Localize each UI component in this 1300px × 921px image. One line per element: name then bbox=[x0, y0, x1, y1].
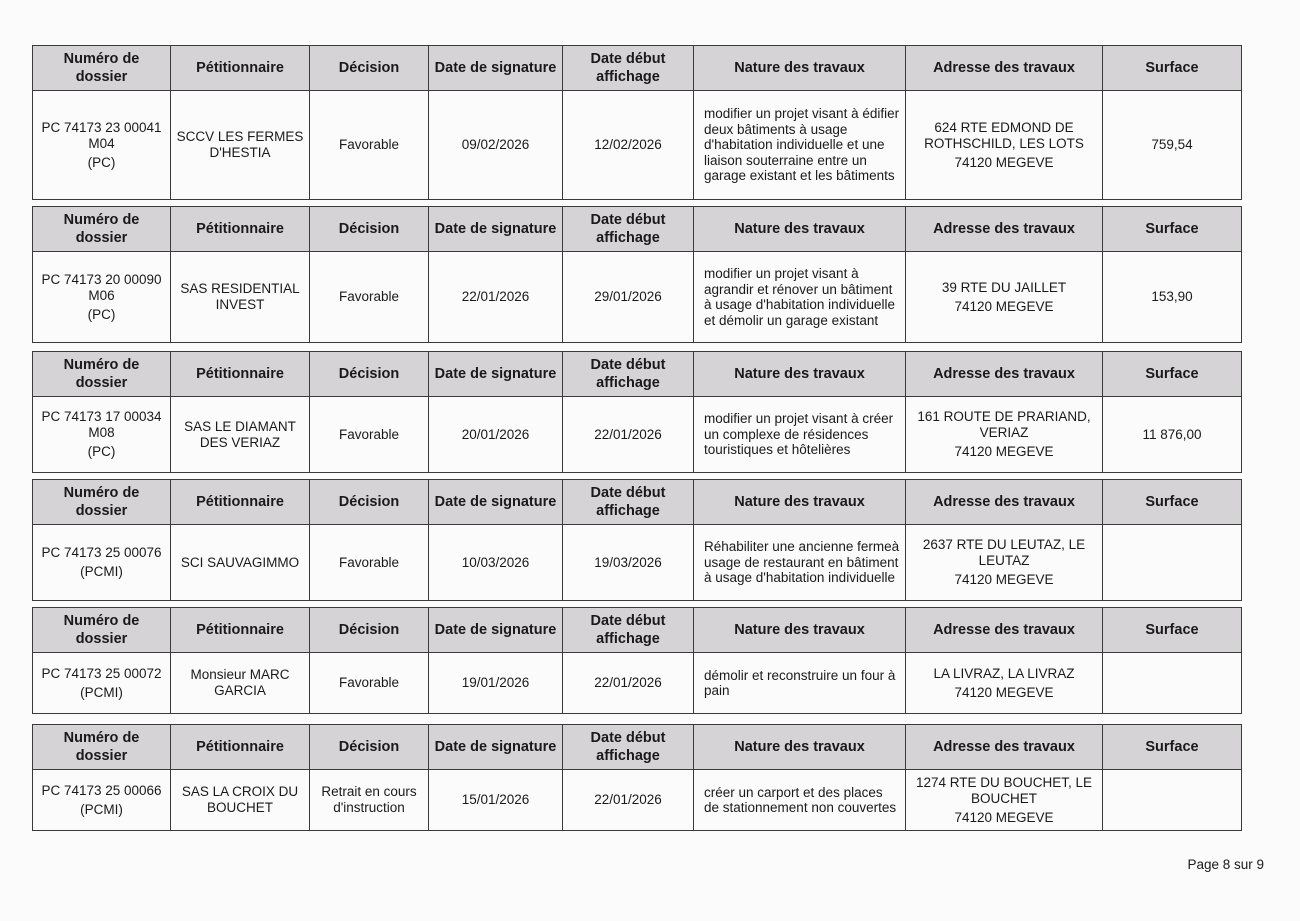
column-header-date-signature: Date de signature bbox=[429, 352, 563, 397]
petitioner-cell: SCI SAUVAGIMMO bbox=[171, 525, 310, 601]
decision-cell: Favorable bbox=[310, 653, 429, 714]
column-header-numero: Numéro de dossier bbox=[33, 480, 171, 525]
column-header-adresse: Adresse des travaux bbox=[906, 207, 1103, 252]
dossier-number: PC 74173 20 00090 M06 bbox=[41, 271, 162, 303]
column-header-date-signature: Date de signature bbox=[429, 725, 563, 770]
column-header-surface: Surface bbox=[1103, 46, 1242, 91]
table-row bbox=[33, 770, 1242, 831]
address-street: LA LIVRAZ, LA LIVRAZ bbox=[933, 665, 1075, 681]
address-city: 74120 MEGEVE bbox=[954, 298, 1054, 314]
permit-table bbox=[32, 479, 1242, 601]
works-address-cell bbox=[906, 770, 1103, 831]
petitioner-cell: SAS LA CROIX DU BOUCHET bbox=[171, 770, 310, 831]
dossier-type: (PCMI) bbox=[80, 801, 123, 817]
page-number: Page 8 sur 9 bbox=[1187, 857, 1264, 872]
decision-cell: Favorable bbox=[310, 525, 429, 601]
decision-cell: Retrait en cours d'instruction bbox=[310, 770, 429, 831]
table-row bbox=[33, 653, 1242, 714]
surface-cell bbox=[1103, 653, 1242, 714]
dossier-number: PC 74173 25 00066 bbox=[41, 782, 162, 798]
column-header-nature: Nature des travaux bbox=[694, 725, 906, 770]
dossier-number-cell bbox=[33, 91, 171, 200]
dossier-number: PC 74173 25 00076 bbox=[41, 545, 162, 560]
permit-table bbox=[32, 351, 1242, 473]
column-header-petitionnaire: Pétitionnaire bbox=[171, 608, 310, 653]
dossier-type: (PC) bbox=[87, 306, 116, 322]
address-city: 74120 MEGEVE bbox=[954, 154, 1054, 170]
address-city: 74120 MEGEVE bbox=[954, 809, 1054, 825]
column-header-date-affichage: Date début affichage bbox=[563, 352, 694, 397]
column-header-numero: Numéro de dossier bbox=[33, 608, 171, 653]
works-nature-cell: modifier un projet visant à agrandir et rénover un bâtiment à usage d'habitation individuelle et démolir un garage existant bbox=[694, 252, 906, 343]
column-header-decision: Décision bbox=[310, 207, 429, 252]
signature-date-cell: 22/01/2026 bbox=[429, 252, 563, 343]
decision-cell: Favorable bbox=[310, 252, 429, 343]
column-header-numero: Numéro de dossier bbox=[33, 352, 171, 397]
column-header-decision: Décision bbox=[310, 608, 429, 653]
column-header-date-signature: Date de signature bbox=[429, 46, 563, 91]
column-header-surface: Surface bbox=[1103, 352, 1242, 397]
works-address-cell bbox=[906, 397, 1103, 473]
dossier-number-cell bbox=[33, 525, 171, 601]
column-header-date-affichage: Date début affichage bbox=[563, 207, 694, 252]
signature-date-cell: 19/01/2026 bbox=[429, 653, 563, 714]
permit-table bbox=[32, 724, 1242, 831]
column-header-nature: Nature des travaux bbox=[694, 608, 906, 653]
dossier-number: PC 74173 17 00034 M08 bbox=[41, 409, 162, 440]
address-city: 74120 MEGEVE bbox=[954, 684, 1054, 700]
petitioner-cell: Monsieur MARC GARCIA bbox=[171, 653, 310, 714]
column-header-date-affichage: Date début affichage bbox=[563, 725, 694, 770]
column-header-adresse: Adresse des travaux bbox=[906, 480, 1103, 525]
address-street: 2637 RTE DU LEUTAZ, LE LEUTAZ bbox=[922, 537, 1086, 568]
column-header-decision: Décision bbox=[310, 352, 429, 397]
column-header-date-signature: Date de signature bbox=[429, 608, 563, 653]
surface-cell: 759,54 bbox=[1103, 91, 1242, 200]
table-header-row bbox=[33, 725, 1242, 770]
column-header-date-affichage: Date début affichage bbox=[563, 480, 694, 525]
surface-cell bbox=[1103, 525, 1242, 601]
works-address-cell bbox=[906, 252, 1103, 343]
dossier-number-cell bbox=[33, 770, 171, 831]
column-header-nature: Nature des travaux bbox=[694, 46, 906, 91]
column-header-adresse: Adresse des travaux bbox=[906, 725, 1103, 770]
works-nature-cell: Réhabiliter une ancienne fermeà usage de restaurant en bâtiment à usage d'habitation individuelle bbox=[694, 525, 906, 601]
dossier-number: PC 74173 23 00041 M04 bbox=[41, 119, 162, 151]
surface-cell: 11 876,00 bbox=[1103, 397, 1242, 473]
works-address-cell bbox=[906, 653, 1103, 714]
column-header-date-affichage: Date début affichage bbox=[563, 46, 694, 91]
surface-cell bbox=[1103, 770, 1242, 831]
display-date-cell: 22/01/2026 bbox=[563, 653, 694, 714]
column-header-numero: Numéro de dossier bbox=[33, 725, 171, 770]
decision-cell: Favorable bbox=[310, 397, 429, 473]
table-header-row bbox=[33, 352, 1242, 397]
column-header-decision: Décision bbox=[310, 725, 429, 770]
dossier-number: PC 74173 25 00072 bbox=[41, 665, 162, 681]
surface-cell: 153,90 bbox=[1103, 252, 1242, 343]
works-nature-cell: modifier un projet visant à édifier deux bâtiments à usage d'habitation individuelle et une liaison souterraine entre un garage existant et les bâtiments bbox=[694, 91, 906, 200]
signature-date-cell: 10/03/2026 bbox=[429, 525, 563, 601]
signature-date-cell: 15/01/2026 bbox=[429, 770, 563, 831]
display-date-cell: 22/01/2026 bbox=[563, 770, 694, 831]
column-header-petitionnaire: Pétitionnaire bbox=[171, 207, 310, 252]
table-row bbox=[33, 397, 1242, 473]
column-header-nature: Nature des travaux bbox=[694, 207, 906, 252]
column-header-numero: Numéro de dossier bbox=[33, 46, 171, 91]
column-header-adresse: Adresse des travaux bbox=[906, 352, 1103, 397]
petitioner-cell: SCCV LES FERMES D'HESTIA bbox=[171, 91, 310, 200]
signature-date-cell: 09/02/2026 bbox=[429, 91, 563, 200]
column-header-petitionnaire: Pétitionnaire bbox=[171, 46, 310, 91]
column-header-nature: Nature des travaux bbox=[694, 352, 906, 397]
dossier-type: (PCMI) bbox=[80, 564, 123, 579]
display-date-cell: 19/03/2026 bbox=[563, 525, 694, 601]
column-header-surface: Surface bbox=[1103, 480, 1242, 525]
works-address-cell bbox=[906, 91, 1103, 200]
dossier-type: (PCMI) bbox=[80, 684, 123, 700]
column-header-date-signature: Date de signature bbox=[429, 480, 563, 525]
permit-table bbox=[32, 607, 1242, 714]
column-header-nature: Nature des travaux bbox=[694, 480, 906, 525]
address-street: 161 ROUTE DE PRARIAND, VERIAZ bbox=[917, 409, 1091, 440]
permit-table bbox=[32, 45, 1242, 200]
dossier-number-cell bbox=[33, 252, 171, 343]
display-date-cell: 22/01/2026 bbox=[563, 397, 694, 473]
column-header-petitionnaire: Pétitionnaire bbox=[171, 480, 310, 525]
table-header-row bbox=[33, 46, 1242, 91]
display-date-cell: 29/01/2026 bbox=[563, 252, 694, 343]
permit-table bbox=[32, 206, 1242, 343]
column-header-petitionnaire: Pétitionnaire bbox=[171, 725, 310, 770]
table-row bbox=[33, 91, 1242, 200]
decision-cell: Favorable bbox=[310, 91, 429, 200]
petitioner-cell: SAS RESIDENTIAL INVEST bbox=[171, 252, 310, 343]
address-city: 74120 MEGEVE bbox=[954, 444, 1054, 459]
works-nature-cell: modifier un projet visant à créer un complexe de résidences touristiques et hôtelières bbox=[694, 397, 906, 473]
column-header-surface: Surface bbox=[1103, 725, 1242, 770]
dossier-type: (PC) bbox=[87, 154, 116, 170]
column-header-decision: Décision bbox=[310, 480, 429, 525]
column-header-surface: Surface bbox=[1103, 608, 1242, 653]
table-header-row bbox=[33, 480, 1242, 525]
dossier-number-cell bbox=[33, 397, 171, 473]
dossier-type: (PC) bbox=[87, 444, 116, 459]
column-header-date-signature: Date de signature bbox=[429, 207, 563, 252]
works-nature-cell: démolir et reconstruire un four à pain bbox=[694, 653, 906, 714]
column-header-petitionnaire: Pétitionnaire bbox=[171, 352, 310, 397]
column-header-adresse: Adresse des travaux bbox=[906, 608, 1103, 653]
works-address-cell bbox=[906, 525, 1103, 601]
table-header-row bbox=[33, 207, 1242, 252]
column-header-adresse: Adresse des travaux bbox=[906, 46, 1103, 91]
signature-date-cell: 20/01/2026 bbox=[429, 397, 563, 473]
column-header-date-affichage: Date début affichage bbox=[563, 608, 694, 653]
table-header-row bbox=[33, 608, 1242, 653]
petitioner-cell: SAS LE DIAMANT DES VERIAZ bbox=[171, 397, 310, 473]
dossier-number-cell bbox=[33, 653, 171, 714]
column-header-decision: Décision bbox=[310, 46, 429, 91]
address-city: 74120 MEGEVE bbox=[954, 572, 1054, 587]
column-header-numero: Numéro de dossier bbox=[33, 207, 171, 252]
address-street: 39 RTE DU JAILLET bbox=[941, 279, 1067, 295]
works-nature-cell: créer un carport et des places de stationnement non couvertes bbox=[694, 770, 906, 831]
table-row bbox=[33, 525, 1242, 601]
table-row bbox=[33, 252, 1242, 343]
column-header-surface: Surface bbox=[1103, 207, 1242, 252]
address-street: 1274 RTE DU BOUCHET, LE BOUCHET bbox=[915, 774, 1093, 806]
display-date-cell: 12/02/2026 bbox=[563, 91, 694, 200]
address-street: 624 RTE EDMOND DE ROTHSCHILD, LES LOTS bbox=[924, 119, 1084, 151]
